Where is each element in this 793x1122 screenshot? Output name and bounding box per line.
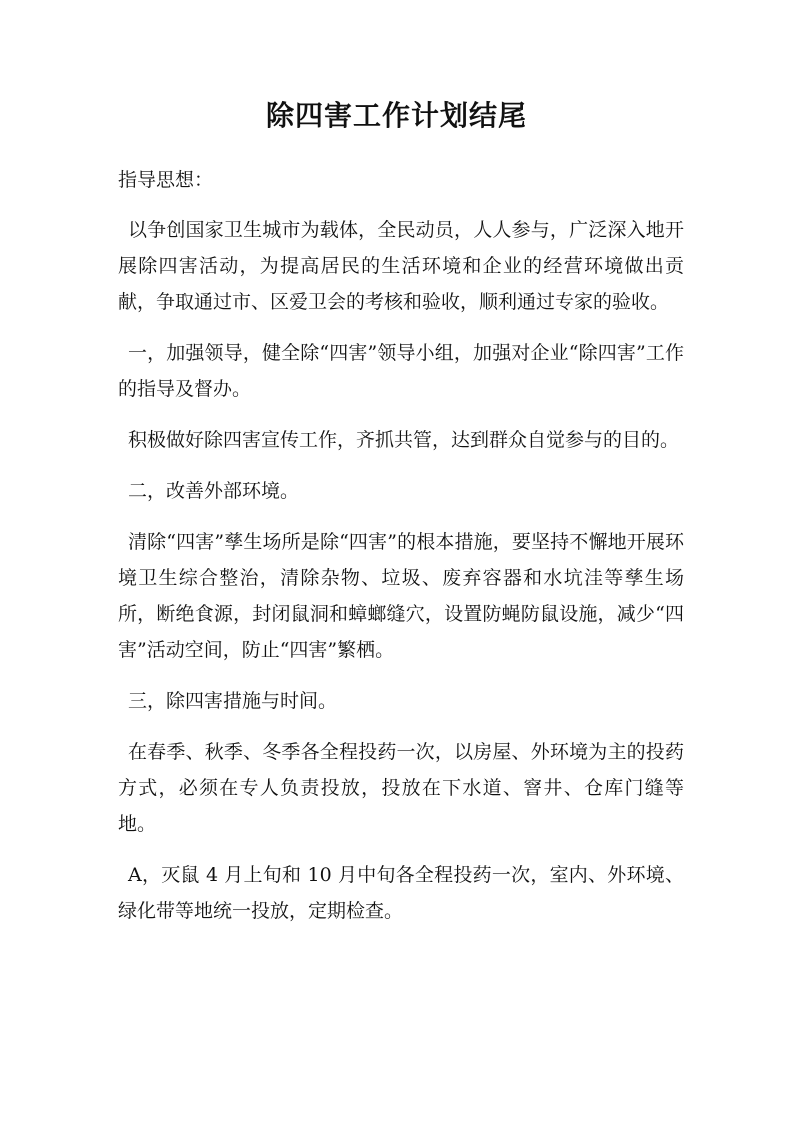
paragraph-section-2: 二，改善外部环境。 [128,480,300,502]
paragraph-guiding-ideology: 指导思想： [118,169,214,191]
document-body [118,162,684,944]
paragraph-section-3: 三，除四害措施与时间。 [128,690,338,712]
paragraph-seasonal-dosing: 在春季、秋季、冬季各全程投药一次，以房屋、外环境为主的投药方式，必须在专人负责投放，投放在下水道、窨井、仓库门缝等地。 [118,741,684,835]
paragraph-intro: 以争创国家卫生城市为载体，全民动员，人人参与，广泛深入地开展除四害活动，为提高居民的生活环境和企业的经营环境做出贡献，争取通过市、区爱卫会的考核和验收，顺利通过专家的验收。 [118,219,684,313]
document-title: 除四害工作计划结尾 [265,99,527,132]
paragraph-environment: 清除“四害”孳生场所是除“四害”的根本措施，要坚持不懈地开展环境卫生综合整治，清除杂物、垃圾、废弃容器和水坑洼等孳生场所，断绝食源，封闭鼠洞和蟑螂缝穴，设置防蝇防鼠设施，减少“四害”活动空间，防止“四害”繁栖。 [118,531,684,661]
paragraph-rodent-control: A，灭鼠 4 月上旬和 10 月中旬各全程投药一次，室内、外环境、绿化带等地统一投放，定期检查。 [118,864,684,922]
paragraph-publicity: 积极做好除四害宣传工作，齐抓共管，达到群众自觉参与的目的。 [128,429,680,451]
paragraph-section-1: 一，加强领导，健全除“四害”领导小组，加强对企业“除四害”工作的指导及督办。 [118,342,684,400]
